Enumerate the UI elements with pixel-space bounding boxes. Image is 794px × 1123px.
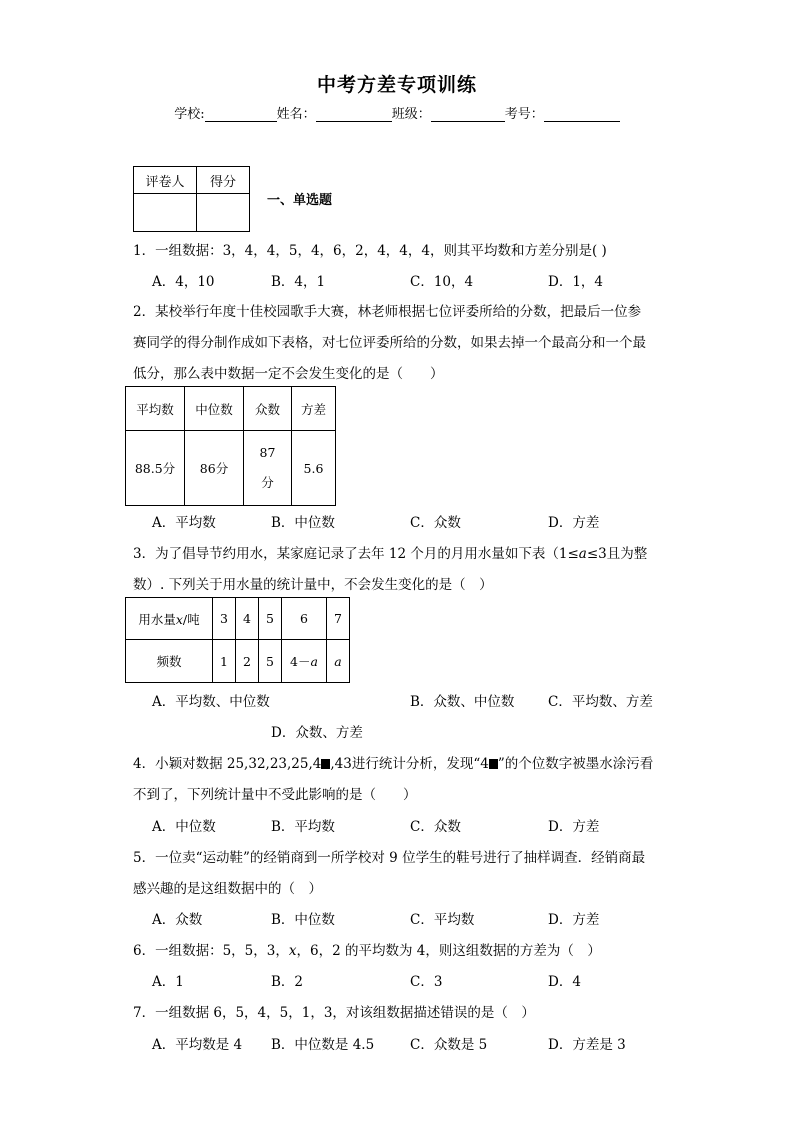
q2-score-table — [125, 386, 336, 506]
question-5-line-2: 感兴趣的是这组数据中的（ ） — [133, 881, 322, 897]
number-blank[interactable] — [544, 107, 620, 122]
q7-option-d[interactable]: D．方差是 3 — [548, 1037, 626, 1053]
question-3-line-1 — [133, 542, 647, 562]
q3-row1-unit: /吨 — [182, 611, 200, 627]
q2-value-mode — [244, 431, 292, 506]
q4-option-c[interactable]: C．众数 — [410, 819, 461, 835]
question-4-line-1 — [133, 752, 653, 772]
q2-value-mean: 88.5分 — [126, 431, 185, 506]
q3-row1-label — [126, 598, 213, 640]
q1-option-d[interactable]: D．1，4 — [548, 274, 604, 290]
q3-row1-cell: 7 — [327, 598, 350, 640]
question-4-line-2: 不到了，下列统计量中不受此影响的是（ ） — [133, 787, 417, 803]
q1-option-a[interactable]: A．4，10 — [152, 274, 215, 290]
q4-line-1-c: ”的个位数字被墨水涂污看 — [497, 756, 654, 772]
q3-row2-label: 频数 — [126, 640, 213, 683]
q5-option-c[interactable]: C．平均数 — [410, 912, 475, 928]
question-3-line-2: 数）. 下列关于用水量的统计量中，不会发生变化的是（ ） — [133, 577, 493, 593]
q2-header-mean: 平均数 — [126, 387, 185, 431]
q3-option-c[interactable]: C．平均数、方差 — [548, 694, 653, 710]
q2-header-median: 中位数 — [185, 387, 244, 431]
question-2-line-2: 赛同学的得分制作成如下表格，对七位评委所给的分数，如果去掉一个最高分和一个最 — [133, 335, 646, 351]
q1-option-c[interactable]: C．10，4 — [410, 274, 474, 290]
q3-row1-label-text: 用水量 — [138, 611, 176, 627]
q3-row2-cell — [282, 640, 327, 683]
school-blank[interactable] — [205, 107, 277, 122]
name-label: 姓名： — [276, 107, 316, 122]
question-6 — [133, 939, 601, 959]
q2-value-median: 86分 — [185, 431, 244, 506]
q3-row1-cell: 5 — [259, 598, 282, 640]
q2-option-d[interactable]: D．方差 — [548, 515, 600, 531]
q7-option-b[interactable]: B．中位数是 4.5 — [271, 1037, 375, 1053]
q6-option-c[interactable]: C．3 — [410, 974, 443, 990]
q3-row1-cell: 3 — [213, 598, 236, 640]
q3-row2-cell: 1 — [213, 640, 236, 683]
q2-option-b[interactable]: B．中位数 — [271, 515, 335, 531]
q4-line-1-a: 4．小颖对数据 25,32,23,25,4 — [133, 756, 322, 772]
q2-value-mode-number: 87 — [259, 445, 276, 460]
q3-line-1-end: ≤3且为整 — [586, 546, 648, 562]
q3-variable-a: a — [578, 546, 587, 562]
q4-line-1-b: ,43进行统计分析，发现“4 — [330, 756, 489, 772]
q4-option-d[interactable]: D．方差 — [548, 819, 600, 835]
q7-option-c[interactable]: C．众数是 5 — [410, 1037, 488, 1053]
q5-option-a[interactable]: A．众数 — [152, 912, 203, 928]
q1-option-b[interactable]: B．4，1 — [271, 274, 326, 290]
q3-row1-var: x — [175, 611, 183, 627]
q2-option-a[interactable]: A．平均数 — [152, 515, 216, 531]
q6-text-a: 6．一组数据：5，5，3， — [133, 943, 289, 959]
q3-row1-cell: 6 — [282, 598, 327, 640]
q5-option-b[interactable]: B．中位数 — [271, 912, 335, 928]
score-header: 得分 — [197, 167, 250, 194]
q3-row2-expr-var: a — [310, 654, 318, 669]
q3-option-a[interactable]: A．平均数、中位数 — [152, 694, 270, 710]
q3-row1-cell: 4 — [236, 598, 259, 640]
question-2-line-3: 低分，那么表中数据一定不会发生变化的是（ ） — [133, 366, 444, 382]
student-info-line — [0, 103, 794, 122]
ink-blot-icon — [489, 759, 498, 769]
q6-option-d[interactable]: D．4 — [548, 974, 581, 990]
q7-option-a[interactable]: A．平均数是 4 — [152, 1037, 243, 1053]
q3-line-1-text: 3．为了倡导节约用水，某家庭记录了去年 12 个月的月用水量如下表（1≤ — [133, 546, 579, 562]
class-label: 班级： — [391, 107, 431, 122]
q4-option-a[interactable]: A．中位数 — [152, 819, 216, 835]
q3-option-d[interactable]: D．众数、方差 — [271, 725, 363, 741]
ink-blot-icon — [321, 759, 330, 769]
grader-header: 评卷人 — [134, 167, 197, 194]
q2-value-variance: 5.6 — [292, 431, 336, 506]
q3-option-b[interactable]: B．众数、中位数 — [410, 694, 515, 710]
grader-cell[interactable] — [134, 194, 197, 232]
q2-option-c[interactable]: C．众数 — [410, 515, 461, 531]
q6-option-b[interactable]: B．2 — [271, 974, 304, 990]
section-title: 一、单选题 — [267, 193, 333, 208]
q3-row2-cell: a — [327, 640, 350, 683]
q6-variable-x: x — [288, 943, 297, 959]
q2-value-mode-unit: 分 — [261, 475, 274, 490]
page-title: 中考方差专项训练 — [316, 74, 477, 96]
name-blank[interactable] — [316, 107, 392, 122]
question-2-line-1: 2．某校举行年度十佳校园歌手大赛，林老师根据七位评委所给的分数，把最后一位参 — [133, 304, 642, 320]
q3-row2-cell: 2 — [236, 640, 259, 683]
q2-header-variance: 方差 — [292, 387, 336, 431]
q3-row2-cell: 5 — [259, 640, 282, 683]
grader-score-box — [133, 166, 250, 232]
question-1: 1．一组数据：3，4，4，5，4，6，2，4，4，4，则其平均数和方差分别是( ) — [133, 243, 607, 259]
school-label: 学校: — [174, 107, 205, 122]
number-label: 考号： — [504, 107, 544, 122]
q6-option-a[interactable]: A．1 — [152, 974, 184, 990]
q4-option-b[interactable]: B．平均数 — [271, 819, 335, 835]
question-5-line-1: 5．一位卖“运动鞋”的经销商到一所学校对 9 位学生的鞋号进行了抽样调查．经销商最 — [133, 850, 646, 866]
q3-row2-expr: 4－ — [290, 654, 311, 669]
score-cell[interactable] — [197, 194, 250, 232]
q6-text-b: ，6，2 的平均数为 4，则这组数据的方差为（ ） — [296, 943, 601, 959]
q2-header-mode: 众数 — [244, 387, 292, 431]
q3-water-table — [125, 597, 350, 683]
question-7: 7．一组数据 6，5，4，5，1，3，对该组数据描述错误的是（ ） — [133, 1005, 535, 1021]
q5-option-d[interactable]: D．方差 — [548, 912, 600, 928]
class-blank[interactable] — [431, 107, 505, 122]
